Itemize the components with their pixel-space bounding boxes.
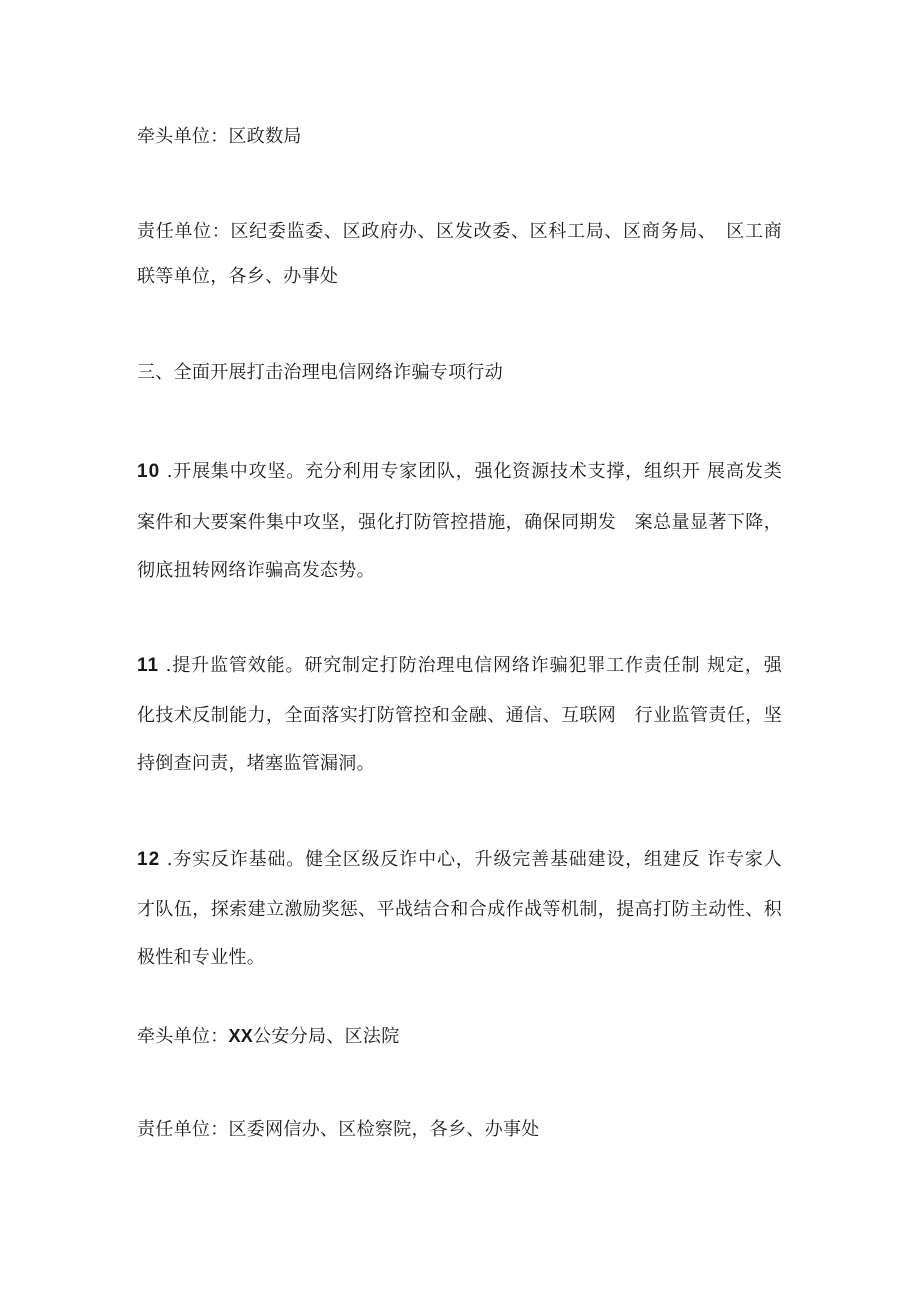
lead-unit-2-latin: XX bbox=[228, 1026, 254, 1046]
item-10-line-3: 彻底扭转网络诈骗高发态势。 bbox=[137, 560, 375, 581]
item-11-line-2: 化技术反制能力，全面落实打防管控和金融、通信、互联网 行业监管责任，坚 bbox=[137, 705, 782, 726]
item-10-text-1: .开展集中攻坚。充分利用专家团队，强化资源技术支撑，组织开 展高发类 bbox=[160, 461, 782, 482]
lead-unit-line-2 bbox=[137, 1024, 400, 1049]
lead-unit-line: 牵头单位：区政数局 bbox=[137, 126, 302, 147]
item-12-number: 12 bbox=[137, 849, 161, 870]
responsible-units-line-1: 责任单位：区纪委监委、区政府办、区发改委、区科工局、区商务局、 区工商 bbox=[137, 221, 782, 242]
item-11-text-1: .提升监管效能。研究制定打防治理电信网络诈骗犯罪工作责任制 规定，强 bbox=[159, 655, 782, 676]
item-10-number: 10 bbox=[137, 461, 161, 482]
item-12-line-3: 极性和专业性。 bbox=[137, 947, 266, 968]
item-10-line-1 bbox=[137, 460, 782, 484]
responsible-units-line-2: 联等单位，各乡、办事处 bbox=[137, 266, 339, 287]
lead-unit-2-prefix: 牵头单位： bbox=[137, 1026, 229, 1047]
item-10-line-2: 案件和大要案件集中攻坚，强化打防管控措施，确保同期发 案总量显著下降， bbox=[137, 512, 782, 533]
responsible-units-line-3: 责任单位：区委网信办、区检察院，各乡、办事处 bbox=[137, 1119, 540, 1140]
item-12-text-1: .夯实反诈基础。健全区级反诈中心，升级完善基础建设，组建反 诈专家人 bbox=[160, 849, 782, 870]
item-11-line-1 bbox=[137, 654, 782, 678]
item-11-line-3: 持倒查问责，堵塞监管漏洞。 bbox=[137, 753, 375, 774]
item-12-line-2: 才队伍，探索建立激励奖惩、平战结合和合成作战等机制，提高打防主动性、积 bbox=[137, 899, 782, 920]
item-11-number: 11 bbox=[137, 655, 160, 676]
lead-unit-2-suffix: 公安分局、区法院 bbox=[253, 1026, 400, 1047]
item-12-line-1 bbox=[137, 848, 782, 872]
section-heading: 三、全面开展打击治理电信网络诈骗专项行动 bbox=[137, 362, 503, 383]
